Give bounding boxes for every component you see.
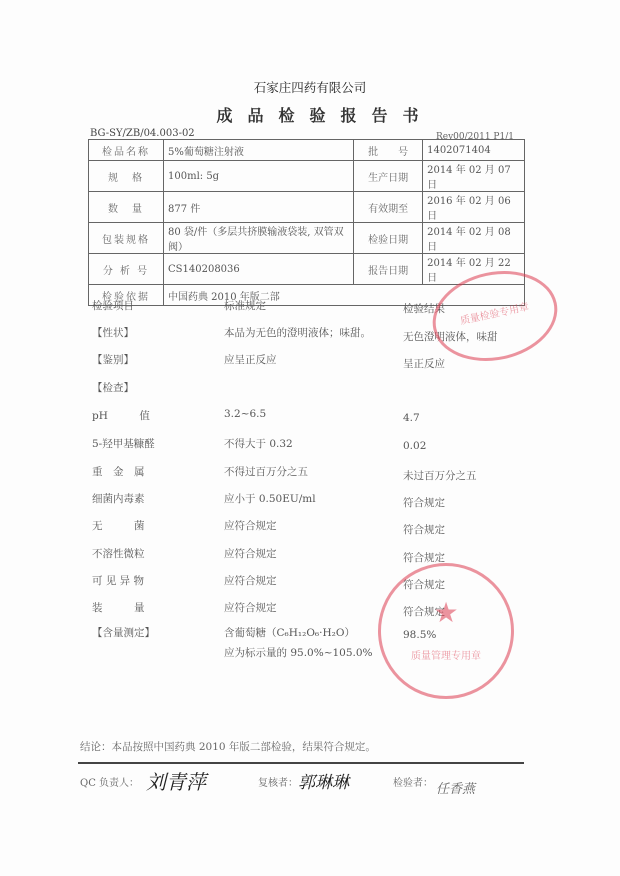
result-row <box>0 546 620 562</box>
info-label2: 有效期至 <box>354 192 423 223</box>
standard: 应符合规定 <box>224 602 277 614</box>
result: 符合规定 <box>403 579 445 591</box>
result: 符合规定 <box>403 552 445 564</box>
result: 符合规定 <box>403 524 445 536</box>
standard: 不得大于 0.32 <box>224 438 293 450</box>
header-item: 检验项目 <box>92 300 134 312</box>
divider <box>78 762 524 764</box>
info-label2: 报告日期 <box>354 254 423 285</box>
info-label: 检品名称 <box>89 140 164 161</box>
item: 【含量测定】 <box>92 627 155 639</box>
document-number: BG-SY/ZB/04.003-02 <box>90 128 195 139</box>
company-name: 石家庄四药有限公司 <box>253 80 367 95</box>
info-row <box>89 140 525 161</box>
item: 【性状】 <box>92 327 134 339</box>
info-label: 数 量 <box>89 192 164 223</box>
assay-standard-range: 应为标示量的 95.0%~105.0% <box>224 647 373 659</box>
product-info-table <box>88 139 525 306</box>
stamp-text: 质量检验专用章 <box>459 301 531 328</box>
result: 呈正反应 <box>403 358 445 370</box>
basis-value: 中国药典 2010 年版二部 <box>164 285 525 306</box>
conclusion: 结论：本品按照中国药典 2010 年版二部检验，结果符合规定。 <box>80 741 376 753</box>
result-row <box>0 625 620 641</box>
info-label2: 检验日期 <box>354 223 423 254</box>
result: 无色澄明液体，味甜 <box>403 331 498 343</box>
standard: 应符合规定 <box>224 575 277 587</box>
standard: 应符合规定 <box>224 548 277 560</box>
info-value2: 2016 年 02 月 06 日 <box>423 192 525 223</box>
result-row <box>0 600 620 616</box>
item: 装 量 <box>92 602 145 614</box>
standard: 3.2~6.5 <box>224 408 267 420</box>
result-row <box>0 645 620 661</box>
item: 【鉴别】 <box>92 354 134 366</box>
item: 无 菌 <box>92 520 145 532</box>
info-value2: 2014 年 02 月 22 日 <box>423 254 525 285</box>
result-row <box>0 408 620 424</box>
result-row <box>0 380 620 396</box>
result: 98.5% <box>403 629 437 641</box>
info-row <box>89 192 525 223</box>
info-value: 100ml: 5g <box>164 161 354 192</box>
info-value2: 2014 年 02 月 07 日 <box>423 161 525 192</box>
header-standard: 标准规定 <box>224 300 266 312</box>
item: 重 金 属 <box>92 466 145 478</box>
result: 符合规定 <box>403 606 445 618</box>
item: 细菌内毒素 <box>92 493 145 505</box>
result-row <box>0 573 620 589</box>
result: 0.02 <box>403 440 427 452</box>
result: 符合规定 <box>403 497 445 509</box>
header-result: 检验结果 <box>403 303 445 315</box>
item: 可 见 异 物 <box>92 575 145 587</box>
quality-stamp <box>378 563 514 699</box>
info-row <box>89 254 525 285</box>
info-value: CS140208036 <box>164 254 354 285</box>
info-value: 5%葡萄糖注射液 <box>164 140 354 161</box>
info-label2: 批 号 <box>354 140 423 161</box>
info-label2: 生产日期 <box>354 161 423 192</box>
info-value: 80 袋/件（多层共挤膜输液袋装, 双管双阀） <box>164 223 354 254</box>
star-icon: ★ <box>433 596 459 629</box>
info-row <box>89 161 525 192</box>
stamp-text: 质量管理专用章 <box>411 651 481 662</box>
info-row <box>89 223 525 254</box>
info-value: 877 件 <box>164 192 354 223</box>
standard: 本品为无色的澄明液体；味甜。 <box>224 327 371 339</box>
item: pH 值 <box>92 410 150 422</box>
result-row <box>0 436 620 452</box>
inspector-label: 检验者： <box>393 778 433 789</box>
item: 不溶性微粒 <box>92 548 145 560</box>
result-row <box>0 352 620 368</box>
result: 4.7 <box>403 412 420 424</box>
info-value2: 2014 年 02 月 08 日 <box>423 223 525 254</box>
reviewer-signature: 郭琳琳 <box>298 773 349 793</box>
info-value2: 1402071404 <box>423 140 525 161</box>
standard: 含葡萄糖（C₆H₁₂O₆·H₂O） <box>224 627 355 639</box>
basis-label: 检验依据 <box>89 285 164 306</box>
reviewer-label: 复核者： <box>258 778 298 789</box>
item: 【检查】 <box>92 382 134 394</box>
standard: 应小于 0.50EU/ml <box>224 493 316 505</box>
result-row <box>0 518 620 534</box>
info-label: 包装规格 <box>89 223 164 254</box>
signature-row <box>0 770 620 797</box>
report-title: 成品检验报告书 <box>216 106 434 125</box>
revision-page: Rev00/2011 P1/1 <box>436 132 514 142</box>
standard: 不得过百万分之五 <box>224 466 308 478</box>
info-label: 分 析 号 <box>89 254 164 285</box>
qc-label: QC 负责人： <box>80 778 140 789</box>
info-label: 规 格 <box>89 161 164 192</box>
standard: 应符合规定 <box>224 520 277 532</box>
standard: 应呈正反应 <box>224 354 277 366</box>
qc-signature: 刘青萍 <box>146 770 206 794</box>
result-row <box>0 464 620 480</box>
inspector-signature: 任香燕 <box>436 782 476 797</box>
result-row <box>0 491 620 507</box>
item: 5-羟甲基糠醛 <box>92 438 155 450</box>
result: 未过百万分之五 <box>403 470 477 482</box>
